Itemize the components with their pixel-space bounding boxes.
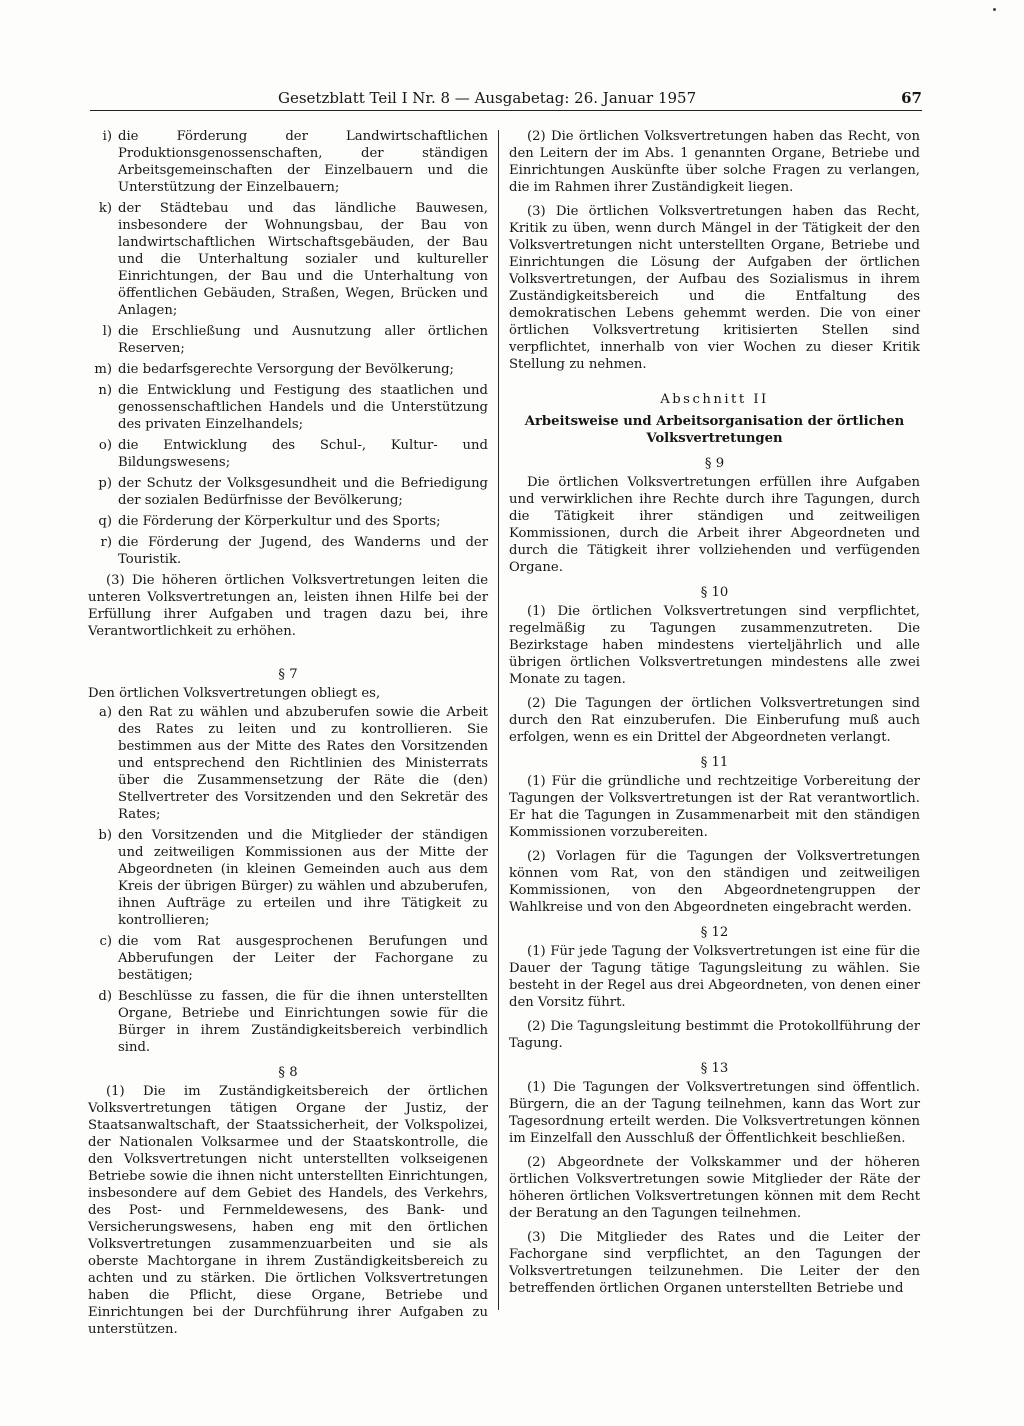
paragraph: (2) Die Tagungsleitung bestimmt die Protokollführung der Tagung. xyxy=(509,1019,920,1051)
list-item-text: die Erschließung und Ausnutzung aller örtlichen Reserven; xyxy=(118,324,488,356)
list-item-text: die Förderung der Jugend, des Wanderns und der Touristik. xyxy=(118,535,488,567)
list-item xyxy=(88,437,488,471)
list-item-text: Beschlüsse zu fassen, die für die ihnen unterstellten Organe, Betriebe und Einrichtungen sowie für die Bürger in ihrem Zuständigkeitsbereich verbindlich sind. xyxy=(118,989,488,1055)
section-heading: § 13 xyxy=(700,1061,729,1076)
list-item-label: m) xyxy=(94,362,112,377)
list-item xyxy=(88,988,488,1056)
list-item-text: die Förderung der Landwirtschaftlichen Produktionsgenossenschaften, der ständigen Arbeitsgemeinschaften der Einzelbauern und die Unterstützung der Einzelbauern; xyxy=(118,129,488,195)
section-heading: § 8 xyxy=(278,1065,298,1080)
list-item-label: q) xyxy=(98,514,112,529)
chapter-heading: Abschnitt II xyxy=(660,392,769,407)
list-item-label: i) xyxy=(102,129,112,144)
list-item-label: o) xyxy=(98,438,112,453)
paragraph: (3) Die Mitglieder des Rates und die Leiter der Fachorgane sind verpflichtet, an den Tagungen der Volksvertretungen teilzunehmen. Die Leiter der den betreffenden örtlichen Organen unterstellten Betriebe und xyxy=(509,1230,920,1296)
list-item xyxy=(88,128,488,196)
list-item-label: l) xyxy=(102,324,112,339)
section-heading: § 12 xyxy=(700,925,729,940)
list-item-label: k) xyxy=(98,201,112,216)
page-header xyxy=(90,88,922,111)
list-item xyxy=(88,827,488,929)
paragraph: (1) Für die gründliche und rechtzeitige Vorbereitung der Tagungen der Volksvertretungen ist der Rat verantwortlich. Er hat die Tagungen in Zusammenarbeit mit den ständigen Kommissionen vorzubereiten. xyxy=(509,774,920,840)
list-item-label: c) xyxy=(99,934,112,949)
right-column xyxy=(509,128,920,1304)
list-item-label: d) xyxy=(98,989,112,1004)
list-item-text: die Förderung der Körperkultur und des Sports; xyxy=(118,514,441,529)
section-heading: § 9 xyxy=(704,456,725,471)
list-item-label: n) xyxy=(98,383,112,398)
list-item xyxy=(88,382,488,433)
paragraph: (1) Die Tagungen der Volksvertretungen sind öffentlich. Bürgern, die an der Tagung teilnehmen, kann das Wort zur Tagesordnung erteilt werden. Die Volksvertretungen können im Einzelfall den Ausschluß der Öffentlichkeit beschließen. xyxy=(509,1080,920,1146)
header-title: Gesetzblatt Teil I Nr. 8 — Ausgabetag: 26. Januar 1957 xyxy=(278,89,697,107)
list-item xyxy=(88,361,488,378)
list-item xyxy=(88,513,488,530)
chapter-title: Arbeitsweise und Arbeitsorganisation der örtlichen Volksvertretungen xyxy=(524,414,905,446)
list-item-label: p) xyxy=(98,476,112,491)
paragraph: (1) Die örtlichen Volksvertretungen sind verpflichtet, regelmäßig zu Tagungen zusammenzutreten. Die Bezirkstage haben mindestens vierteljährlich und alle übrigen örtlichen Volksvertretungen mindestens alle zwei Monate zu tagen. xyxy=(509,604,920,687)
list-item-text: der Städtebau und das ländliche Bauwesen, insbesondere der Wohnungsbau, der Bau von landwirtschaftlichen Wirtschaftsgebäuden, der Bau und die Unterhaltung sozialer und kultureller Einrichtungen, der Bau und die Unterhaltung von öffentlichen Gebäuden, Straßen, Wegen, Brücken und Anlagen; xyxy=(118,201,488,318)
list-item xyxy=(88,323,488,357)
list-item-text: die bedarfsgerechte Versorgung der Bevölkerung; xyxy=(118,362,454,377)
list-item xyxy=(88,933,488,984)
list-item-text: die Entwicklung des Schul-, Kultur- und Bildungswesens; xyxy=(118,438,488,470)
paragraph: (3) Die höheren örtlichen Volksvertretungen leiten die unteren Volksvertretungen an, leisten ihnen Hilfe bei der Erfüllung ihrer Aufgaben und tragen dazu bei, ihre Verantwortlichkeit zu erhöhen. xyxy=(88,573,488,639)
list-item-text: den Vorsitzenden und die Mitglieder der ständigen und zeitweiligen Kommissionen aus der Mitte der Abgeordneten (in kleinen Gemeinden auch aus dem Kreis der übrigen Bürger) zu wählen und abzuberufen, ihnen Aufträge zu erteilen und ihre Tätigkeit zu kontrollieren; xyxy=(118,828,488,928)
paragraph: (3) Die örtlichen Volksvertretungen haben das Recht, Kritik zu üben, wenn durch Mängel in der Tätigkeit der den Volksvertretungen nicht unterstellten Organe, Betriebe und Einrichtungen die Lösung der Aufgaben der örtlichen Volksvertretungen, der Aufbau des Sozialismus in ihrem Zuständigkeitsbereich und die Entfaltung des demokratischen Lebens gehemmt werden. Die von einer örtlichen Volksvertretung kritisierten Stellen sind verpflichtet, innerhalb von vier Wochen zu dieser Kritik Stellung zu nehmen. xyxy=(509,204,920,372)
list-item xyxy=(88,704,488,823)
list-item-text: die Entwicklung und Festigung des staatlichen und genossenschaftlichen Handels und die Unterstützung des privaten Einzelhandels; xyxy=(118,383,488,432)
paragraph: (2) Die Tagungen der örtlichen Volksvertretungen sind durch den Rat einzuberufen. Die Einberufung muß auch erfolgen, wenn es ein Drittel der Abgeordneten verlangt. xyxy=(509,696,920,745)
scan-speck xyxy=(993,8,996,11)
list-item-text: der Schutz der Volksgesundheit und die Befriedigung der sozialen Bedürfnisse der Bevölkerung; xyxy=(118,476,488,508)
paragraph: (2) Abgeordnete der Volkskammer und der höheren örtlichen Volksvertretungen sowie Mitglieder der Räte der höheren örtlichen Volksvertretungen können mit dem Recht der Beratung an den Tagungen teilnehmen. xyxy=(509,1155,920,1221)
list-item xyxy=(88,475,488,509)
section-heading: § 11 xyxy=(700,755,729,770)
column-divider xyxy=(498,130,499,1310)
paragraph: Die örtlichen Volksvertretungen erfüllen ihre Aufgaben und verwirklichen ihre Rechte durch ihre Tagungen, durch die Tätigkeit ihrer ständigen und zeitweiligen Kommissionen, durch die Arbeit ihrer Abgeordneten und durch die Tätigkeit ihrer vollziehenden und verfügenden Organe. xyxy=(509,475,920,575)
list-item xyxy=(88,534,488,568)
list-item-label: a) xyxy=(98,705,112,720)
paragraph: (1) Für jede Tagung der Volksvertretungen ist eine für die Dauer der Tagung tätige Tagungsleitung zu wählen. Sie besteht in der Regel aus drei Abgeordneten, von denen einer den Vorsitz führt. xyxy=(509,944,920,1010)
list-item-label: r) xyxy=(100,535,112,550)
list-item xyxy=(88,200,488,319)
list-item-text: die vom Rat ausgesprochenen Berufungen und Abberufungen der Leiter der Fachorgane zu bestätigen; xyxy=(118,934,488,983)
paragraph: (1) Die im Zuständigkeitsbereich der örtlichen Volksvertretungen tätigen Organe der Justiz, der Staatsanwaltschaft, der Staatssicherheit, der Volkspolizei, der Nationalen Volksarmee und der Staatskontrolle, die den Volksvertretungen nicht unterstellten volkseigenen Betriebe sowie die ihnen nicht unterstellten Einrichtungen, insbesondere auf dem Gebiet des Handels, des Verkehrs, des Post- und Fernmeldewesens, des Bank- und Versicherungswesens, haben eng mit den örtlichen Volksvertretungen zusammenzuarbeiten und sie als oberste Machtorgane in ihrem Zuständigkeitsbereich zu achten und zu stärken. Die örtlichen Volksvertretungen haben die Pflicht, diese Organe, Betriebe und Einrichtungen bei der Durchführung ihrer Aufgaben zu unterstützen. xyxy=(88,1084,488,1337)
section-heading: § 10 xyxy=(700,585,729,600)
paragraph: (2) Die örtlichen Volksvertretungen haben das Recht, von den Leitern der im Abs. 1 genannten Organe, Betriebe und Einrichtungen Auskünfte über solche Fragen zu verlangen, die im Rahmen ihrer Zuständigkeit liegen. xyxy=(509,129,920,195)
section-intro: Den örtlichen Volksvertretungen obliegt es, xyxy=(88,686,381,701)
paragraph: (2) Vorlagen für die Tagungen der Volksvertretungen können vom Rat, von den ständigen und zeitweiligen Kommissionen, von den Abgeordnetengruppen der Wahlkreise und von den Abgeordneten eingebracht werden. xyxy=(509,849,920,915)
page-number: 67 xyxy=(901,89,922,107)
left-column xyxy=(88,128,488,1345)
list-item-label: b) xyxy=(98,828,112,843)
list-item-text: den Rat zu wählen und abzuberufen sowie die Arbeit des Rates zu leiten und zu kontrollieren. Sie bestimmen aus der Mitte des Rates den Vorsitzenden und entsprechend den Richtlinien des Ministerrats über die Zusammensetzung der Räte die (den) Stellvertreter des Vorsitzenden und den Sekretär des Rates; xyxy=(118,705,488,822)
section-heading: § 7 xyxy=(278,667,298,682)
